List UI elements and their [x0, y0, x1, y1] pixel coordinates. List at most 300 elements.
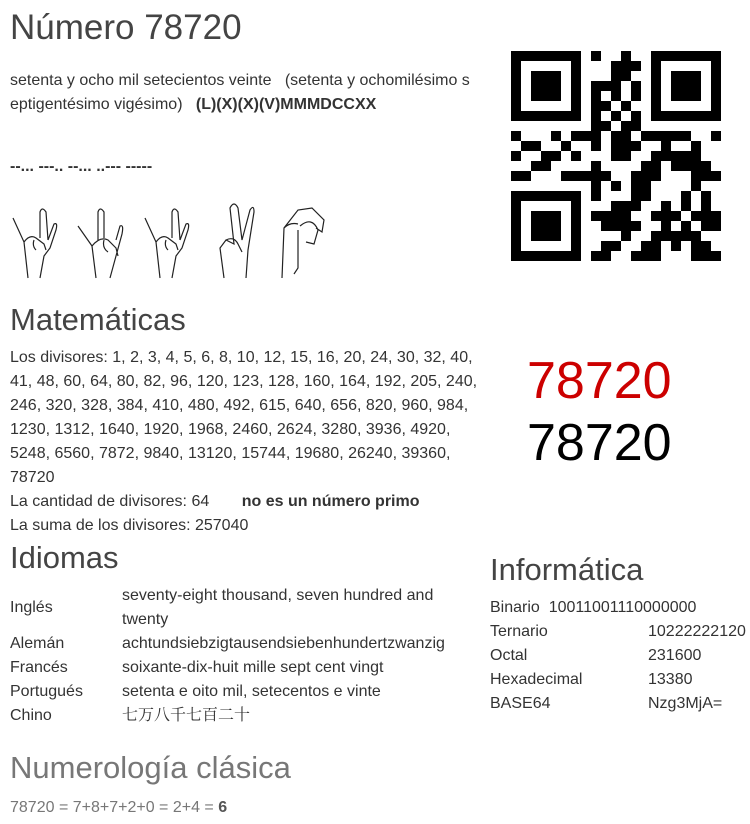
qr-module — [631, 191, 641, 201]
qr-module — [691, 241, 701, 251]
qr-module — [671, 81, 681, 91]
cardinal-text: setenta y ocho mil setecientos veinte — [10, 72, 272, 89]
qr-module — [581, 111, 591, 121]
qr-module — [581, 241, 591, 251]
qr-module — [651, 131, 661, 141]
qr-module — [681, 151, 691, 161]
qr-module — [521, 81, 531, 91]
divisor-count-label: La cantidad de divisores: — [10, 493, 187, 510]
qr-module — [711, 231, 721, 241]
qr-module — [701, 241, 711, 251]
qr-module — [701, 51, 711, 61]
qr-module — [561, 111, 571, 121]
qr-module — [631, 101, 641, 111]
qr-module — [521, 111, 531, 121]
qr-module — [641, 161, 651, 171]
qr-module — [651, 201, 661, 211]
qr-module — [511, 141, 521, 151]
qr-module — [661, 221, 671, 231]
hand-sign-2-icon — [216, 200, 258, 280]
qr-module — [621, 221, 631, 231]
qr-module — [601, 121, 611, 131]
qr-module — [541, 51, 551, 61]
qr-module — [551, 171, 561, 181]
qr-module — [671, 121, 681, 131]
qr-module — [681, 221, 691, 231]
qr-module — [611, 171, 621, 181]
qr-module — [541, 171, 551, 181]
qr-module — [571, 141, 581, 151]
qr-module — [611, 81, 621, 91]
roman-numeral: (L)(X)(X)(V)MMMDCCXX — [195, 96, 377, 113]
divisor-sum-line — [10, 514, 480, 538]
qr-module — [621, 201, 631, 211]
qr-module — [531, 171, 541, 181]
divisor-sum-label: La suma de los divisores: — [10, 517, 191, 534]
qr-module — [671, 171, 681, 181]
qr-module — [531, 81, 541, 91]
qr-module — [551, 51, 561, 61]
qr-module — [641, 111, 651, 121]
qr-module — [571, 161, 581, 171]
numerology-result: 6 — [218, 799, 228, 816]
qr-module — [591, 161, 601, 171]
qr-module — [511, 181, 521, 191]
qr-module — [531, 71, 541, 81]
qr-module — [611, 201, 621, 211]
qr-module — [711, 251, 721, 261]
qr-module — [561, 131, 571, 141]
qr-module — [581, 181, 591, 191]
qr-module — [601, 81, 611, 91]
qr-module — [551, 151, 561, 161]
language-name: Francés — [10, 659, 68, 676]
qr-module — [511, 201, 521, 211]
qr-module — [541, 131, 551, 141]
qr-module — [591, 251, 601, 261]
qr-module — [521, 51, 531, 61]
qr-module — [681, 201, 691, 211]
info-label: Hexadecimal — [490, 671, 583, 688]
qr-module — [641, 51, 651, 61]
qr-module — [601, 131, 611, 141]
qr-module — [591, 81, 601, 91]
qr-module — [531, 211, 541, 221]
qr-module — [651, 241, 661, 251]
qr-module — [691, 201, 701, 211]
qr-module — [691, 111, 701, 121]
qr-module — [661, 121, 671, 131]
qr-module — [631, 181, 641, 191]
qr-module — [571, 121, 581, 131]
qr-module — [551, 161, 561, 171]
qr-module — [621, 91, 631, 101]
qr-module — [611, 181, 621, 191]
qr-module — [571, 191, 581, 201]
qr-module — [571, 61, 581, 71]
qr-module — [551, 231, 561, 241]
qr-module — [621, 141, 631, 151]
qr-module — [561, 51, 571, 61]
qr-module — [651, 141, 661, 151]
qr-module — [611, 131, 621, 141]
qr-module — [671, 231, 681, 241]
qr-module — [671, 151, 681, 161]
qr-module — [511, 51, 521, 61]
qr-module — [541, 111, 551, 121]
qr-module — [621, 231, 631, 241]
qr-module — [571, 251, 581, 261]
qr-module — [711, 141, 721, 151]
qr-module — [521, 171, 531, 181]
qr-module — [631, 221, 641, 231]
qr-module — [521, 241, 531, 251]
info-row-base64 — [490, 692, 746, 716]
qr-module — [701, 251, 711, 261]
qr-module — [631, 111, 641, 121]
qr-module — [581, 51, 591, 61]
qr-module — [661, 71, 671, 81]
qr-module — [561, 191, 571, 201]
qr-module — [671, 161, 681, 171]
qr-module — [661, 91, 671, 101]
qr-module — [681, 111, 691, 121]
qr-module — [701, 71, 711, 81]
qr-module — [621, 81, 631, 91]
qr-module — [631, 211, 641, 221]
qr-module — [691, 221, 701, 231]
qr-module — [701, 201, 711, 211]
qr-module — [681, 211, 691, 221]
qr-module — [711, 91, 721, 101]
qr-module — [631, 151, 641, 161]
qr-module — [691, 51, 701, 61]
qr-module — [711, 61, 721, 71]
language-text: soixante-dix-huit mille sept cent vingt — [122, 659, 384, 676]
qr-module — [551, 221, 561, 231]
qr-module — [571, 51, 581, 61]
qr-module — [541, 81, 551, 91]
qr-module — [561, 181, 571, 191]
language-text: 七万八千七百二十 — [122, 707, 251, 724]
qr-module — [581, 131, 591, 141]
qr-module — [661, 111, 671, 121]
qr-module — [581, 141, 591, 151]
qr-module — [531, 101, 541, 111]
qr-module — [601, 251, 611, 261]
qr-module — [511, 191, 521, 201]
qr-module — [631, 121, 641, 131]
qr-module — [571, 111, 581, 121]
qr-module — [581, 191, 591, 201]
qr-module — [661, 151, 671, 161]
qr-module — [651, 231, 661, 241]
qr-module — [661, 171, 671, 181]
qr-module — [651, 101, 661, 111]
qr-module — [521, 71, 531, 81]
qr-module — [591, 61, 601, 71]
qr-module — [641, 191, 651, 201]
qr-module — [611, 101, 621, 111]
qr-module — [641, 141, 651, 151]
qr-module — [511, 211, 521, 221]
numerology-heading: Numerología clásica — [10, 750, 291, 785]
qr-module — [511, 161, 521, 171]
number-in-words — [10, 69, 475, 117]
qr-module — [711, 211, 721, 221]
qr-module — [651, 121, 661, 131]
qr-module — [691, 191, 701, 201]
qr-module — [531, 51, 541, 61]
qr-module — [691, 81, 701, 91]
qr-module — [641, 101, 651, 111]
qr-module — [691, 231, 701, 241]
qr-module — [611, 191, 621, 201]
qr-module — [621, 51, 631, 61]
qr-module — [521, 151, 531, 161]
qr-module — [561, 151, 571, 161]
qr-module — [651, 221, 661, 231]
qr-module — [601, 61, 611, 71]
qr-module — [651, 251, 661, 261]
qr-module — [561, 171, 571, 181]
qr-module — [701, 111, 711, 121]
qr-module — [601, 101, 611, 111]
qr-module — [641, 81, 651, 91]
ordinal-text: (setenta y ochomilésimo septigentésimo vigésimo) — [10, 72, 470, 113]
qr-module — [711, 51, 721, 61]
qr-module — [581, 61, 591, 71]
qr-module — [631, 51, 641, 61]
math-details — [10, 346, 480, 538]
qr-module — [701, 231, 711, 241]
qr-module — [671, 131, 681, 141]
languages-table — [10, 584, 452, 728]
language-name: Inglés — [10, 599, 53, 616]
qr-module — [511, 81, 521, 91]
qr-module — [511, 61, 521, 71]
divisor-count-line — [10, 490, 480, 514]
info-value: 13380 — [648, 671, 693, 688]
qr-module — [711, 71, 721, 81]
qr-module — [541, 71, 551, 81]
languages-heading: Idiomas — [10, 540, 119, 575]
qr-module — [551, 201, 561, 211]
qr-module — [561, 61, 571, 71]
qr-module — [581, 171, 591, 181]
qr-module — [641, 221, 651, 231]
qr-module — [561, 71, 571, 81]
qr-module — [671, 51, 681, 61]
qr-module — [691, 101, 701, 111]
qr-module — [611, 241, 621, 251]
qr-module — [581, 161, 591, 171]
qr-module — [711, 181, 721, 191]
qr-module — [661, 181, 671, 191]
qr-module — [531, 121, 541, 131]
qr-module — [511, 171, 521, 181]
qr-module — [611, 61, 621, 71]
qr-module — [511, 221, 521, 231]
qr-module — [551, 131, 561, 141]
qr-module — [601, 161, 611, 171]
qr-module — [701, 151, 711, 161]
language-row — [10, 656, 452, 680]
qr-module — [521, 141, 531, 151]
qr-module — [671, 221, 681, 231]
qr-module — [601, 231, 611, 241]
hand-sign-0-icon — [278, 200, 330, 280]
qr-module — [631, 141, 641, 151]
qr-module — [561, 241, 571, 251]
qr-module — [581, 121, 591, 131]
qr-module — [551, 111, 561, 121]
info-row-octal — [490, 644, 746, 668]
qr-module — [541, 121, 551, 131]
qr-module — [521, 181, 531, 191]
qr-module — [551, 211, 561, 221]
qr-module — [581, 101, 591, 111]
qr-module — [691, 91, 701, 101]
qr-module — [621, 151, 631, 161]
qr-module — [571, 231, 581, 241]
qr-module — [591, 51, 601, 61]
qr-module — [671, 141, 681, 151]
qr-module — [591, 221, 601, 231]
qr-module — [701, 61, 711, 71]
qr-module — [521, 191, 531, 201]
numerology-equation — [10, 797, 227, 819]
qr-module — [531, 91, 541, 101]
qr-module — [681, 191, 691, 201]
qr-module — [541, 231, 551, 241]
qr-module — [581, 81, 591, 91]
qr-module — [711, 111, 721, 121]
qr-module — [701, 141, 711, 151]
qr-module — [511, 151, 521, 161]
qr-module — [511, 241, 521, 251]
qr-module — [521, 61, 531, 71]
qr-module — [701, 181, 711, 191]
qr-module — [531, 231, 541, 241]
qr-module — [601, 71, 611, 81]
qr-module — [521, 201, 531, 211]
qr-module — [691, 181, 701, 191]
info-label: Ternario — [490, 623, 548, 640]
qr-module — [521, 231, 531, 241]
qr-module — [661, 81, 671, 91]
qr-module — [711, 201, 721, 211]
qr-module — [701, 131, 711, 141]
qr-module — [541, 241, 551, 251]
qr-module — [511, 91, 521, 101]
info-row-ternary — [490, 620, 746, 644]
qr-module — [571, 81, 581, 91]
qr-module — [561, 91, 571, 101]
qr-module — [541, 191, 551, 201]
qr-module — [541, 161, 551, 171]
qr-module — [531, 191, 541, 201]
qr-module — [671, 181, 681, 191]
qr-module — [551, 251, 561, 261]
qr-module — [591, 141, 601, 151]
qr-module — [561, 221, 571, 231]
qr-module — [521, 161, 531, 171]
qr-module — [601, 91, 611, 101]
qr-module — [651, 151, 661, 161]
qr-module — [711, 131, 721, 141]
qr-module — [681, 251, 691, 261]
qr-module — [541, 91, 551, 101]
qr-module — [641, 131, 651, 141]
qr-module — [691, 71, 701, 81]
info-row-hex — [490, 668, 746, 692]
qr-module — [591, 201, 601, 211]
language-row — [10, 680, 452, 704]
qr-module — [591, 111, 601, 121]
qr-module — [711, 161, 721, 171]
qr-module — [531, 241, 541, 251]
qr-module — [581, 221, 591, 231]
qr-module — [531, 251, 541, 261]
qr-module — [521, 101, 531, 111]
qr-module — [651, 111, 661, 121]
qr-module — [671, 251, 681, 261]
qr-module — [621, 211, 631, 221]
language-text: setenta e oito mil, setecentos e vinte — [122, 683, 381, 700]
qr-module — [591, 241, 601, 251]
info-row-binary — [490, 596, 746, 620]
qr-module — [701, 191, 711, 201]
qr-module — [611, 91, 621, 101]
qr-module — [651, 171, 661, 181]
morse-code: --... ---.. --... ..--- ----- — [10, 158, 153, 175]
qr-module — [621, 181, 631, 191]
qr-module — [711, 81, 721, 91]
qr-module — [661, 161, 671, 171]
qr-code — [511, 51, 721, 261]
qr-module — [681, 231, 691, 241]
qr-module — [541, 61, 551, 71]
qr-module — [601, 221, 611, 231]
qr-module — [511, 101, 521, 111]
qr-module — [551, 71, 561, 81]
prime-status: no es un número primo — [241, 493, 420, 510]
qr-module — [711, 221, 721, 231]
qr-module — [561, 161, 571, 171]
qr-module — [681, 241, 691, 251]
qr-module — [621, 111, 631, 121]
qr-module — [701, 211, 711, 221]
language-name: Alemán — [10, 635, 65, 652]
qr-module — [601, 151, 611, 161]
qr-module — [581, 151, 591, 161]
qr-module — [661, 211, 671, 221]
qr-module — [531, 201, 541, 211]
qr-module — [521, 91, 531, 101]
qr-module — [511, 251, 521, 261]
qr-module — [591, 131, 601, 141]
qr-module — [711, 151, 721, 161]
qr-module — [691, 141, 701, 151]
qr-module — [661, 131, 671, 141]
qr-module — [571, 131, 581, 141]
qr-module — [681, 161, 691, 171]
qr-module — [551, 91, 561, 101]
qr-module — [631, 201, 641, 211]
qr-module — [531, 221, 541, 231]
qr-module — [541, 221, 551, 231]
